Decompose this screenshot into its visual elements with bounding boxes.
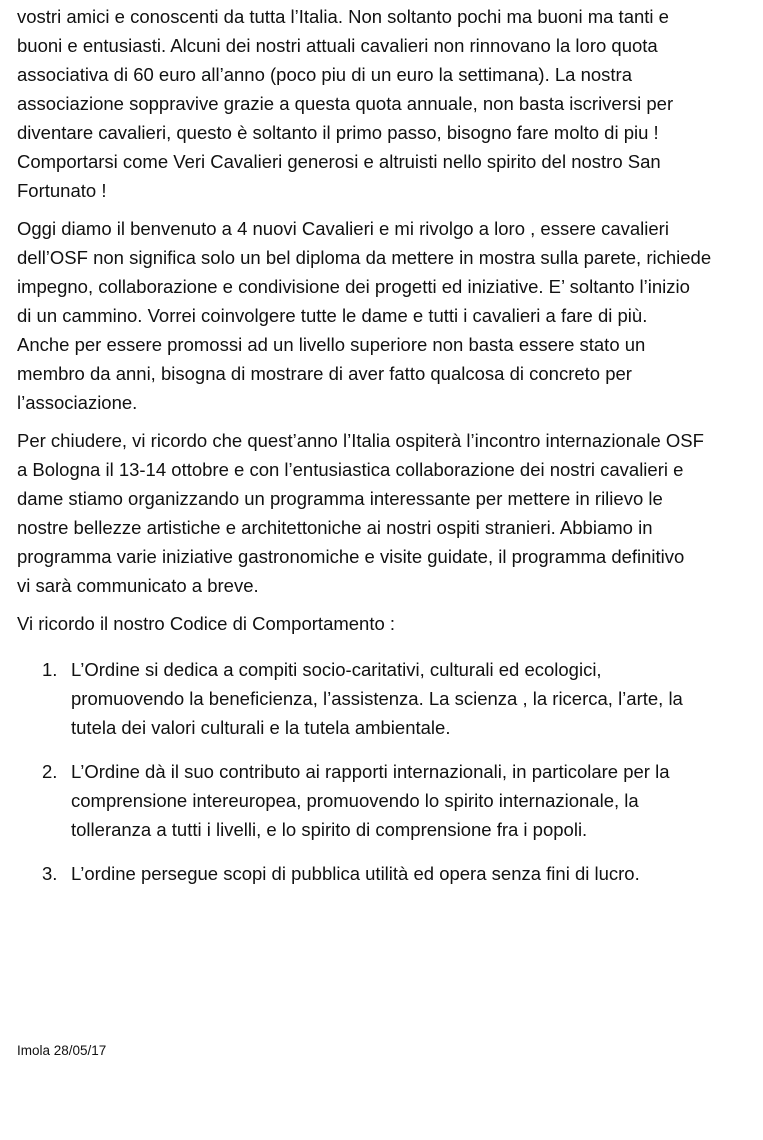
list-number: 3. bbox=[42, 863, 58, 884]
text-line: L’Ordine si dedica a compiti socio-caritativi, culturali ed ecologici, bbox=[71, 659, 602, 680]
text-line: membro da anni, bisogna di mostrare di aver fatto qualcosa di concreto per bbox=[17, 363, 632, 384]
paragraph-code-intro bbox=[17, 609, 752, 638]
text-line: associativa di 60 euro all’anno (poco piu di un euro la settimana). La nostra bbox=[17, 64, 632, 85]
list-item bbox=[17, 859, 752, 888]
text-line: Anche per essere promossi ad un livello superiore non basta essere stato un bbox=[17, 334, 646, 355]
text-line: tutela dei valori culturali e la tutela ambientale. bbox=[71, 717, 451, 738]
paragraph-welcome bbox=[17, 214, 752, 417]
text-line: Fortunato ! bbox=[17, 180, 107, 201]
text-line: dame stiamo organizzando un programma interessante per mettere in rilievo le bbox=[17, 488, 663, 509]
text-line: diventare cavalieri, questo è soltanto il primo passo, bisogno fare molto di piu ! bbox=[17, 122, 659, 143]
text-line: nostre bellezze artistiche e architettoniche ai nostri ospiti stranieri. Abbiamo in bbox=[17, 517, 653, 538]
text-line: a Bologna il 13-14 ottobre e con l’entusiastica collaborazione dei nostri cavalieri e bbox=[17, 459, 684, 480]
text-line: Per chiudere, vi ricordo che quest’anno l’Italia ospiterà l’incontro internazionale OSF bbox=[17, 430, 704, 451]
document-body bbox=[17, 2, 752, 903]
text-line: tolleranza a tutti i livelli, e lo spirito di comprensione fra i popoli. bbox=[71, 819, 588, 840]
text-line: di un cammino. Vorrei coinvolgere tutte le dame e tutti i cavalieri a fare di più. bbox=[17, 305, 648, 326]
code-of-conduct-list bbox=[17, 655, 752, 888]
list-number: 1. bbox=[42, 659, 58, 680]
text-line: buoni e entusiasti. Alcuni dei nostri attuali cavalieri non rinnovano la loro quota bbox=[17, 35, 658, 56]
text-line: L’ordine persegue scopi di pubblica utilità ed opera senza fini di lucro. bbox=[71, 863, 640, 884]
text-line: Vi ricordo il nostro Codice di Comportamento : bbox=[17, 613, 396, 634]
text-line: l’associazione. bbox=[17, 392, 138, 413]
paragraph-membership bbox=[17, 2, 752, 205]
text-line: L’Ordine dà il suo contributo ai rapporti internazionali, in particolare per la bbox=[71, 761, 670, 782]
text-line: impegno, collaborazione e condivisione dei progetti ed iniziative. E’ soltanto l’inizio bbox=[17, 276, 690, 297]
text-line: Oggi diamo il benvenuto a 4 nuovi Cavalieri e mi rivolgo a loro , essere cavalieri bbox=[17, 218, 669, 239]
footer-place-date: Imola 28/05/17 bbox=[17, 1043, 107, 1058]
text-line: vi sarà communicato a breve. bbox=[17, 575, 259, 596]
list-item bbox=[17, 757, 752, 844]
text-line: programma varie iniziative gastronomiche e visite guidate, il programma definitivo bbox=[17, 546, 685, 567]
text-line: promuovendo la beneficienza, l’assistenza. La scienza , la ricerca, l’arte, la bbox=[71, 688, 683, 709]
text-line: comprensione intereuropea, promuovendo lo spirito internazionale, la bbox=[71, 790, 639, 811]
paragraph-closing bbox=[17, 426, 752, 600]
text-line: Comportarsi come Veri Cavalieri generosi e altruisti nello spirito del nostro San bbox=[17, 151, 661, 172]
list-number: 2. bbox=[42, 761, 58, 782]
text-line: vostri amici e conoscenti da tutta l’Italia. Non soltanto pochi ma buoni ma tanti e bbox=[17, 6, 669, 27]
text-line: dell’OSF non significa solo un bel diploma da mettere in mostra sulla parete, richiede bbox=[17, 247, 712, 268]
list-item bbox=[17, 655, 752, 742]
text-line: associazione soppravive grazie a questa quota annuale, non basta iscriversi per bbox=[17, 93, 674, 114]
